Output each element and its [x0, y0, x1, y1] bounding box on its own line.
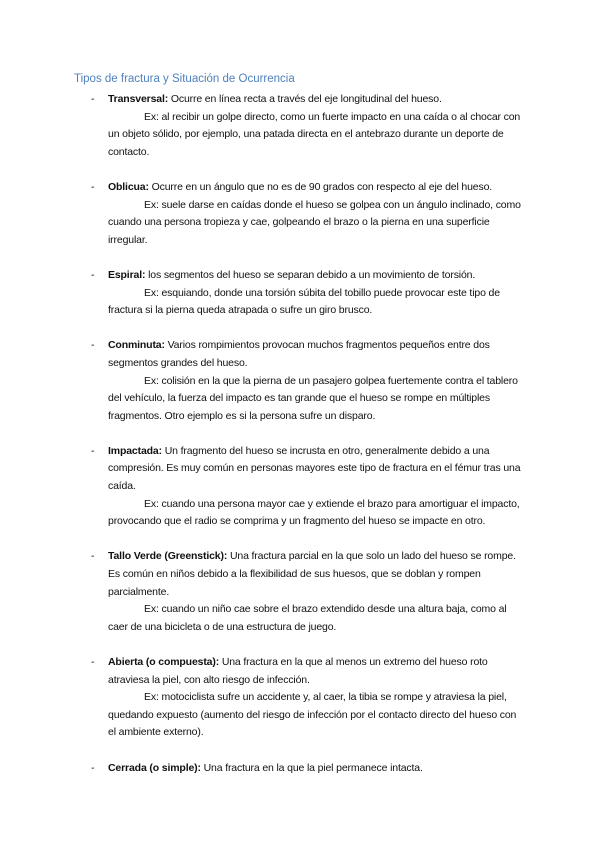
item-definition-text: Una fractura en la que al menos un extremo del hueso roto atraviesa la piel, con alto riesgo de infección.: [108, 656, 488, 686]
item-definition: [108, 267, 524, 285]
item-definition: [108, 337, 524, 372]
document-title: Tipos de fractura y Situación de Ocurrencia: [74, 73, 295, 85]
item-definition: [108, 179, 524, 197]
item-definition: [108, 654, 524, 689]
item-example: Ex: colisión en la que la pierna de un pasajero golpea fuertemente contra el tablero del vehículo, la fuerza del impacto es tan grande que el hueso se rompe en múltiples fragmentos. Otro ejemplo es si la persona sufre un disparo.: [108, 374, 518, 422]
item-term: Oblicua:: [108, 180, 149, 193]
list-item-conminuta: [91, 337, 524, 425]
item-example: Ex: motociclista sufre un accidente y, al caer, la tibia se rompe y atraviesa la piel, quedando expuesto (aumento del riesgo de infección por el contacto directo del hueso con el ambiente externo).: [108, 691, 517, 739]
item-definition-text: Un fragmento del hueso se incrusta en otro, generalmente debido a una compresión. Es muy común en personas mayores este tipo de fractura en el fémur tras una caída.: [108, 444, 521, 493]
item-definition: [108, 443, 524, 496]
item-definition-text: Una fractura parcial en la que solo un lado del hueso se rompe. Es común en niños debido a la flexibilidad de sus huesos, que se doblan y rompen parcialmente.: [108, 550, 516, 598]
list-item-espiral: [91, 267, 524, 320]
list-bullet: -: [91, 339, 95, 352]
list-bullet: -: [91, 656, 95, 668]
list-item-transversal: [91, 91, 524, 161]
item-term: Tallo Verde (Greenstick):: [108, 550, 228, 563]
list-item-tallo-verde: [91, 548, 524, 636]
list-bullet: -: [91, 268, 95, 281]
list-item-impactada: [91, 443, 524, 531]
item-definition-text: Ocurre en línea recta a través del eje longitudinal del hueso.: [168, 93, 442, 105]
list-item-cerrada: [91, 760, 524, 778]
item-term: Cerrada (o simple):: [108, 761, 201, 774]
item-term: Abierta (o compuesta):: [108, 656, 220, 668]
item-example: Ex: cuando una persona mayor cae y extiende el brazo para amortiguar el impacto, provocando que el radio se comprima y un fragmento del hueso se impacte en otro.: [108, 497, 520, 528]
list-bullet: -: [91, 180, 95, 193]
item-definition-text: Una fractura en la que la piel permanece intacta.: [200, 761, 423, 774]
item-definition-text: Varios rompimientos provocan muchos fragmentos pequeños entre dos segmentos grandes del hueso.: [108, 339, 490, 369]
list-item-abierta: [91, 654, 524, 742]
item-term: Conminuta:: [108, 339, 165, 352]
list-bullet: -: [91, 761, 95, 774]
list-bullet: -: [91, 444, 95, 457]
item-example: Ex: esquiando, donde una torsión súbita del tobillo puede provocar este tipo de fractura si la pierna queda atrapada o sufre un giro brusco.: [108, 286, 500, 317]
item-example: Ex: cuando un niño cae sobre el brazo extendido desde una altura baja, como al caer de una bicicleta o de una estructura de juego.: [108, 603, 507, 633]
item-definition: [108, 760, 524, 778]
list-bullet: -: [91, 550, 95, 563]
item-definition: [108, 548, 524, 601]
list-item-oblicua: [91, 179, 524, 249]
list-bullet: -: [91, 93, 95, 105]
item-definition: [108, 91, 524, 109]
item-term: Transversal:: [108, 93, 169, 105]
item-definition-text: Ocurre en un ángulo que no es de 90 grados con respecto al eje del hueso.: [148, 180, 493, 193]
item-term: Espiral:: [108, 268, 146, 281]
item-example: Ex: suele darse en caídas donde el hueso se golpea con un ángulo inclinado, como cuando una persona tropieza y cae, golpeando el brazo o la pierna en una superficie irregular.: [108, 198, 521, 246]
fracture-list: [0, 91, 600, 777]
item-example: Ex: al recibir un golpe directo, como un fuerte impacto en una caída o al chocar con un objeto sólido, por ejemplo, una patada directa en el antebrazo durante un deporte de contacto.: [108, 110, 521, 158]
item-definition-text: los segmentos del hueso se separan debido a un movimiento de torsión.: [145, 268, 476, 281]
item-term: Impactada:: [108, 444, 162, 457]
